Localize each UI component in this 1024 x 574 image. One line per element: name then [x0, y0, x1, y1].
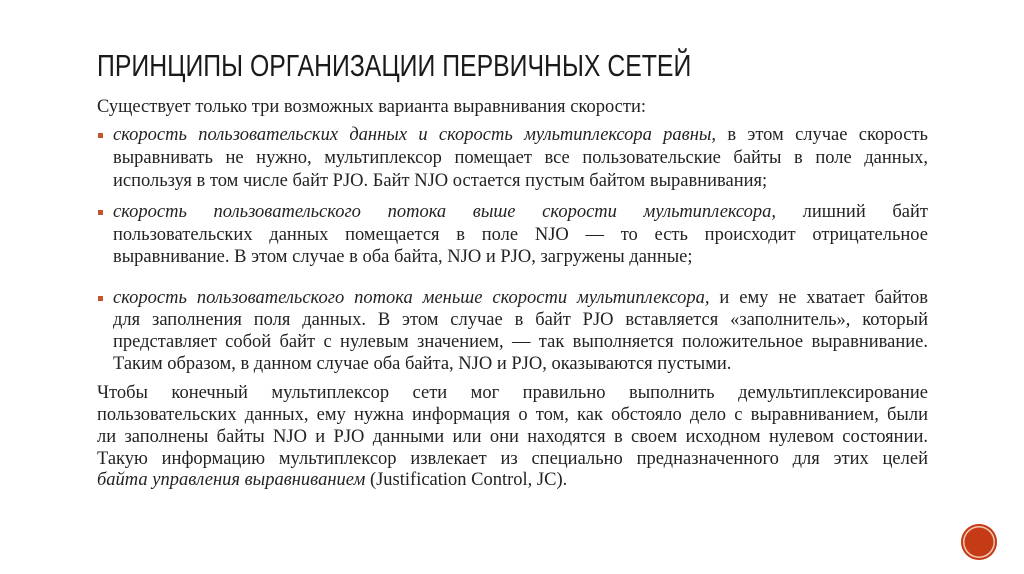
- slide-title: ПРИНЦИПЫ ОРГАНИЗАЦИИ ПЕРВИЧНЫХ СЕТЕЙ: [97, 48, 692, 83]
- bullet-icon: [98, 210, 103, 215]
- intro-text: Существует только три возможных варианта выравнивания скорости:: [97, 97, 647, 117]
- bullet-icon: [98, 133, 103, 138]
- bullet-icon: [98, 296, 103, 301]
- slide-logo-circle-icon: [961, 524, 997, 560]
